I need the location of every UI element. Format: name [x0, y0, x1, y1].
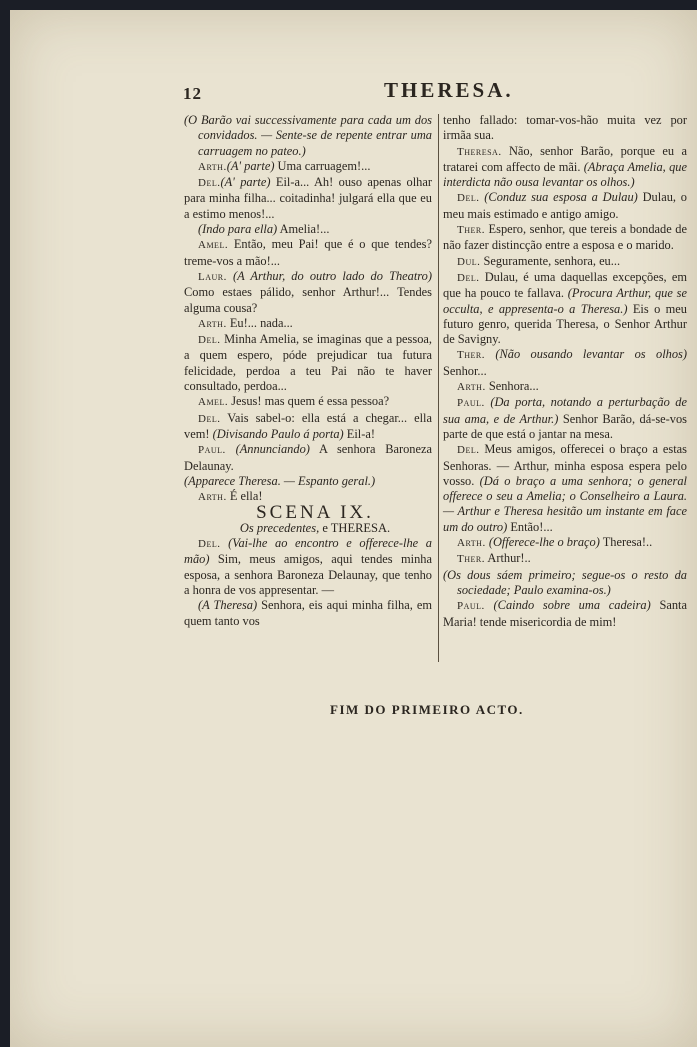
speech-text: A senhora Baroneza Delaunay.	[184, 442, 432, 473]
dialogue-paragraph	[184, 473, 432, 489]
left-column-dialogue	[184, 113, 432, 505]
speaker-name: Del.	[198, 177, 221, 190]
speaker-name: Ther.	[457, 553, 485, 566]
dialogue-paragraph	[184, 316, 432, 332]
dialogue-paragraph	[184, 598, 432, 629]
speech-text: Eu!... nada...	[226, 315, 293, 330]
scene-title: SCENA IX.	[256, 502, 374, 524]
speech-text	[485, 598, 494, 612]
speech-text: Meus amigos, offerecei o braço a estas Senhoras. — Arthur, minha esposa espera pelo vosso.	[443, 442, 687, 488]
running-title: THERESA.	[384, 78, 514, 102]
stage-direction: (Conduz sua esposa a Dulau)	[484, 190, 638, 205]
speech-text: Não, senhor Barão, porque eu a tratarei com affecto de mãi.	[443, 143, 687, 174]
speaker-name: Paul.	[457, 397, 485, 410]
stage-direction: (A Theresa)	[198, 598, 258, 613]
speech-text: Minha Amelia, se imaginas que a pessoa, a quem espero, póde prejudicar tua futura felicidade, perdoa a teu Pai não te haver consultado, perdoa...	[184, 332, 432, 394]
dialogue-paragraph	[443, 567, 687, 599]
speaker-name: Paul.	[457, 600, 485, 613]
dialogue-paragraph	[184, 113, 432, 159]
dialogue-paragraph	[184, 536, 432, 598]
dialogue-paragraph	[443, 190, 687, 222]
dialogue-paragraph	[443, 270, 687, 347]
stage-direction: (O Barão vai successivamente para cada um dos convidados. — Sente-se de repente entrar uma carruagem no pateo.)	[184, 113, 432, 158]
left-column	[184, 113, 432, 629]
speech-text: Então!...	[507, 519, 553, 534]
scene-subtitle-italic: Os precedentes,	[239, 520, 320, 535]
stage-direction: (Abraça Amelia, que interdicta não ousa levantar os olhos.)	[443, 159, 687, 190]
speech-text: Como estaes pálido, senhor Arthur!... Tendes alguma cousa?	[184, 285, 432, 315]
speech-text: Senhor Barão, dá-se-vos parte de que está o jantar na mesa.	[443, 411, 688, 441]
scene-subtitle	[184, 521, 432, 536]
speaker-name: Del.	[198, 538, 221, 551]
stage-direction: (A' parte)	[226, 158, 275, 173]
stage-direction: (A Arthur, do outro lado do Theatro)	[233, 268, 432, 283]
speech-text: Senhora, eis aqui minha filha, em quem tanto vos	[184, 598, 432, 628]
speech-text: Seguramente, senhora, eu...	[480, 253, 621, 268]
dialogue-paragraph	[184, 237, 432, 269]
speaker-name: Del.	[457, 444, 480, 457]
stage-direction: (Os dous sáem primeiro; segue-os o resto da sociedade; Paulo examina-os.)	[443, 567, 687, 597]
speech-text: Espero, senhor, que tereis a bondade de não fazer distincção entre a esposa e o marido.	[443, 222, 687, 253]
stage-direction: (Vai-lhe ao encontro e offerece-lhe a mão)	[184, 536, 432, 567]
speech-text: Então, meu Pai! que é o que tendes? treme-vos a mão!...	[184, 237, 432, 268]
stage-direction: (Da porta, notando a perturbação de sua ama, e de Arthur.)	[443, 395, 688, 426]
book-page	[10, 10, 697, 1047]
stage-direction: (Annunciando)	[235, 442, 310, 457]
column-divider	[438, 114, 439, 662]
stage-direction: (A' parte)	[220, 175, 271, 190]
speech-text: Eis o meu futuro genro, querida Theresa, o Senhor Arthur de Savigny.	[443, 301, 687, 347]
dialogue-paragraph	[443, 395, 687, 442]
speaker-name: Del.	[457, 271, 480, 284]
speech-text: Dulau, é uma daquellas excepções, em que ha pouco te fallava.	[443, 269, 687, 301]
speech-text	[220, 536, 228, 550]
dialogue-paragraph	[184, 269, 432, 316]
speech-text: Eil-a... Ah! ouso apenas olhar para minha filha... coitadinha! julgará ella que eu a estimo menos!...	[184, 175, 432, 221]
speaker-name: Laur.	[198, 270, 227, 283]
dialogue-paragraph	[443, 442, 687, 535]
speaker-name: Arth.	[457, 381, 486, 394]
speech-text	[485, 347, 495, 361]
speaker-name: Paul.	[198, 444, 226, 457]
speaker-name: Arth.	[198, 160, 227, 173]
speech-text: Sim, meus amigos, aqui tendes minha esposa, a senhora Baroneza Delaunay, que tenho a honra de vos appresentar. —	[184, 552, 432, 597]
speaker-name: Theresa.	[457, 145, 502, 158]
stage-direction: (Procura Arthur, que se occulta, e appresenta-o a Theresa.)	[443, 286, 687, 316]
stage-direction: (Indo para ella)	[198, 222, 278, 237]
stage-direction: (Offerece-lhe o braço)	[488, 535, 600, 550]
speech-text: Arthur!..	[484, 551, 531, 566]
dialogue-paragraph	[443, 144, 687, 191]
dialogue-paragraph	[443, 379, 687, 395]
speech-text: Amelia!...	[277, 222, 330, 237]
right-column	[443, 113, 687, 630]
speaker-name: Arth.	[457, 537, 486, 550]
speech-text: Eil-a!	[343, 426, 375, 441]
dialogue-paragraph	[443, 113, 687, 144]
speech-text	[226, 442, 236, 456]
speech-text: Jesus! mas quem é essa pessoa?	[228, 394, 390, 409]
dialogue-paragraph	[184, 159, 432, 175]
dialogue-paragraph	[443, 254, 687, 270]
speaker-name: Amel.	[198, 239, 229, 252]
speech-text: Theresa!..	[599, 535, 653, 550]
dialogue-paragraph	[184, 175, 432, 222]
end-of-act: FIM DO PRIMEIRO ACTO.	[330, 702, 524, 717]
dialogue-paragraph	[184, 394, 432, 410]
dialogue-paragraph	[443, 222, 687, 254]
dialogue-paragraph	[443, 535, 687, 551]
dialogue-paragraph	[443, 551, 687, 567]
speaker-name: Dul.	[457, 255, 481, 268]
stage-direction: (Apparece Theresa. — Espanto geral.)	[184, 473, 376, 488]
scene-subtitle-plain: e THERESA.	[319, 520, 391, 535]
speech-text: tenho fallado: tomar-vos-hão muita vez por irmãa sua.	[443, 113, 687, 143]
stage-direction: (Caindo sobre uma cadeira)	[493, 598, 651, 613]
dialogue-paragraph	[184, 411, 432, 443]
speaker-name: Amel.	[198, 396, 229, 409]
dialogue-paragraph	[443, 347, 687, 379]
speaker-name: Ther.	[457, 224, 485, 237]
dialogue-paragraph	[184, 332, 432, 394]
dialogue-paragraph	[443, 598, 687, 630]
speech-text: Dulau, o meu mais estimado e antigo amigo.	[443, 190, 687, 221]
speaker-name: Del.	[198, 334, 221, 347]
speech-text: Senhor...	[443, 363, 487, 378]
speech-text: Senhora...	[485, 379, 539, 394]
speaker-name: Del.	[457, 192, 480, 205]
speech-text: É ella!	[226, 489, 263, 504]
stage-direction: (Dá o braço a uma senhora; o general offerece o seu a Amelia; o Conselheiro a Laura. — Arthur e Theresa hesitão um instante em face um do outro)	[443, 473, 687, 534]
page-number: 12	[183, 84, 202, 103]
speaker-name: Arth.	[198, 491, 227, 504]
right-column-dialogue	[443, 113, 687, 630]
left-column-after-scene	[184, 536, 432, 629]
speaker-name: Ther.	[457, 349, 485, 362]
speech-text: Vais sabel-o: ella está a chegar... ella vem!	[184, 410, 432, 441]
speaker-name: Arth.	[198, 317, 227, 330]
dialogue-paragraph	[184, 222, 432, 237]
speech-text: Santa Maria! tende misericordia de mim!	[443, 598, 687, 629]
stage-direction: (Não ousando levantar os olhos)	[495, 347, 687, 362]
dialogue-paragraph	[184, 442, 432, 474]
speaker-name: Del.	[198, 412, 221, 425]
stage-direction: (Divisando Paulo á porta)	[212, 426, 344, 441]
speech-text: Uma carruagem!...	[274, 158, 371, 173]
